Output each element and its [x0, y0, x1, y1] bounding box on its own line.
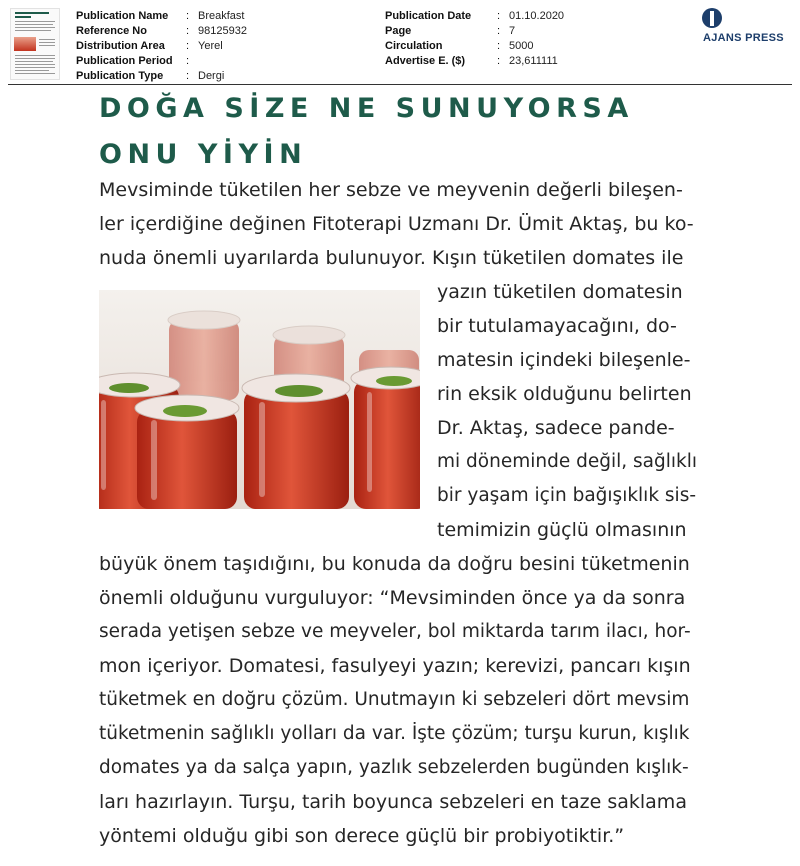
meta-separator: : [186, 40, 190, 52]
meta-value: Breakfast [198, 10, 245, 22]
meta-separator: : [497, 10, 501, 22]
meta-separator: : [186, 70, 190, 82]
meta-label: Publication Period [76, 55, 173, 67]
headline-line: DOĞA SİZE NE SUNUYORSA [99, 93, 634, 124]
meta-value: 23,611111 [509, 55, 558, 67]
meta-value: 7 [509, 25, 516, 37]
meta-label: Distribution Area [76, 40, 165, 52]
body-line: ları hazırlayın. Turşu, tarih boyunca sebzeleri en taze saklama [99, 791, 687, 813]
body-line: tüketmenin sağlıklı yolları da var. İşte çözüm; turşu kurun, kışlık [99, 723, 690, 744]
meta-label: Publication Type [76, 70, 164, 82]
page-thumbnail [10, 8, 60, 80]
meta-value: 5000 [509, 40, 534, 52]
body-line: temimizin güçlü olmasının [437, 519, 687, 541]
body-line: yazın tüketilen domatesin [437, 281, 683, 303]
meta-row-page [385, 24, 564, 39]
meta-label: Reference No [76, 25, 147, 37]
meta-label: Advertise E. ($) [385, 55, 466, 67]
ajans-press-logo [700, 8, 792, 48]
body-line: matesin içindeki bileşenle- [437, 349, 691, 371]
publication-meta-right [385, 9, 564, 69]
body-line: nuda önemli uyarılarda bulunuyor. Kışın tüketilen domates ile [99, 247, 684, 269]
ajans-press-logo-icon [702, 8, 722, 28]
body-line: bir tutulamayacağını, do- [437, 315, 677, 337]
meta-row-publication-name [76, 9, 247, 24]
meta-separator: : [186, 55, 190, 67]
meta-label: Circulation [385, 40, 443, 52]
meta-separator: : [186, 10, 190, 22]
body-line: Mevsiminde tüketilen her sebze ve meyvenin değerli bileşen- [99, 179, 683, 201]
logo-text: AJANS PRESS [703, 32, 784, 44]
meta-value: Dergi [198, 70, 225, 82]
body-line: ler içerdiğine değinen Fitoterapi Uzmanı Dr. Ümit Aktaş, bu ko- [99, 213, 694, 235]
headline-line: ONU YİYİN [99, 139, 308, 170]
body-line: mi döneminde değil, sağlıklı [437, 451, 698, 472]
body-line: mon içeriyor. Domatesi, fasulyeyi yazın; kerevizi, pancarı kışın [99, 655, 691, 677]
header-divider [8, 84, 792, 85]
meta-separator: : [186, 25, 190, 37]
meta-row-advertise-equivalent [385, 54, 564, 69]
meta-value: Yerel [198, 40, 223, 52]
meta-separator: : [497, 40, 501, 52]
meta-label: Publication Date [385, 10, 472, 22]
meta-row-circulation [385, 39, 564, 54]
tomato-jars-photo [99, 290, 420, 509]
meta-row-publication-date [385, 9, 564, 24]
article-headline [99, 86, 634, 178]
publication-meta-left [76, 9, 247, 84]
meta-row-reference-no [76, 24, 247, 39]
meta-row-distribution-area [76, 39, 247, 54]
meta-row-publication-period [76, 54, 247, 69]
body-line: domates ya da salça yapın, yazlık sebzelerden bugünden kışlık- [99, 757, 689, 778]
body-line: büyük önem taşıdığını, bu konuda da doğru besini tüketmenin [99, 553, 690, 575]
body-line: tüketmek en doğru çözüm. Unutmayın ki sebzeleri dört mevsim [99, 689, 690, 710]
meta-label: Page [385, 25, 412, 37]
body-line: Dr. Aktaş, sadece pande- [437, 417, 675, 439]
meta-value: 98125932 [198, 25, 247, 37]
body-line: serada yetişen sebze ve meyveler, bol miktarda tarım ilacı, hor- [99, 621, 691, 642]
body-line: rin eksik olduğunu belirten [437, 383, 692, 405]
body-line: önemli olduğunu vurguluyor: “Mevsiminden önce ya da sonra [99, 587, 686, 609]
meta-separator: : [497, 55, 501, 67]
meta-label: Publication Name [76, 10, 169, 22]
meta-row-publication-type [76, 69, 247, 84]
body-line: bir yaşam için bağışıklık sis- [437, 485, 697, 506]
meta-separator: : [497, 25, 501, 37]
meta-value: 01.10.2020 [509, 10, 565, 22]
body-line: yöntemi olduğu gibi son derece güçlü bir probiyotiktir.” [99, 825, 625, 847]
